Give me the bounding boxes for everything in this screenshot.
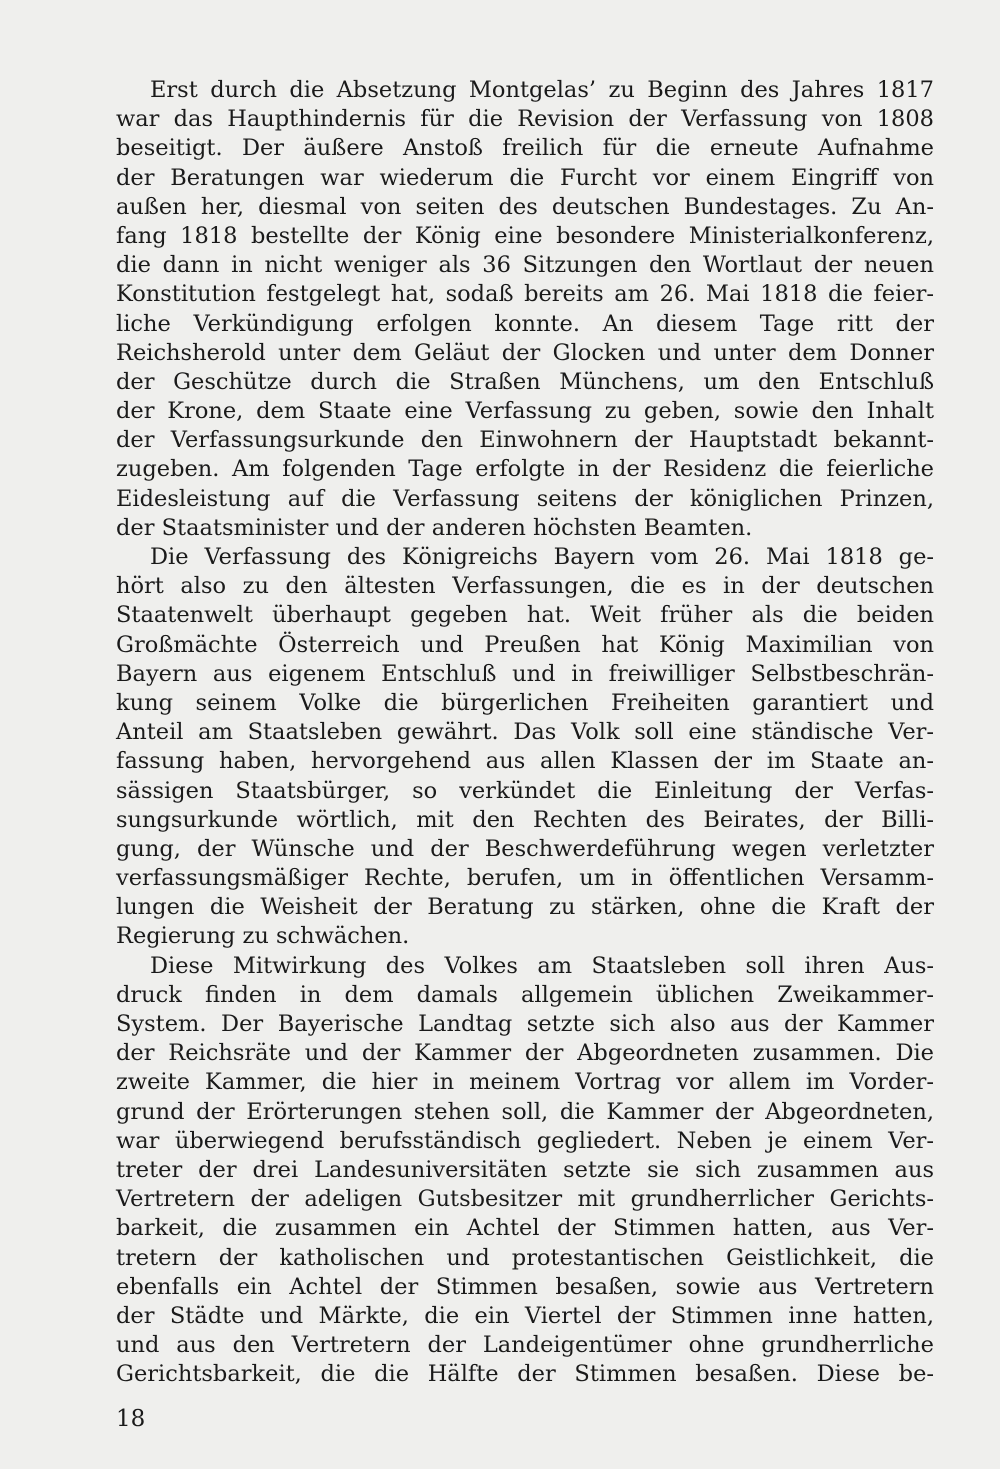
text-line: treter der drei Landesuniversitäten setzte sie sich zusammen aus — [116, 1156, 934, 1183]
text-line: zweite Kammer, die hier in meinem Vortrag vor allem im Vorder- — [116, 1069, 934, 1096]
text-line: fassung haben, hervorgehend aus allen Klassen der im Staate an- — [116, 748, 934, 775]
text-line: der Beratungen war wiederum die Furcht vor einem Eingriff von — [116, 164, 934, 191]
text-line: verfassungsmäßiger Rechte, berufen, um in öffentlichen Versamm- — [116, 865, 934, 892]
text-line: barkeit, die zusammen ein Achtel der Stimmen hatten, aus Ver- — [116, 1215, 934, 1242]
page-number: 18 — [116, 1406, 146, 1432]
text-line: der Staatsminister und der anderen höchsten Beamten. — [116, 514, 753, 541]
text-line: Konstitution festgelegt hat, sodaß bereits am 26. Mai 1818 die feier- — [116, 281, 934, 308]
text-line: der Städte und Märkte, die ein Viertel der Stimmen inne hatten, — [116, 1302, 934, 1329]
text-line: beseitigt. Der äußere Anstoß freilich für die erneute Aufnahme — [116, 135, 934, 162]
text-line: sässigen Staatsbürger, so verkündet die Einleitung der Verfas- — [116, 777, 934, 804]
text-line: tretern der katholischen und protestantischen Geistlichkeit, die — [116, 1244, 934, 1271]
text-line: der Verfassungsurkunde den Einwohnern der Hauptstadt bekannt- — [116, 427, 934, 454]
text-line: Gerichtsbarkeit, die die Hälfte der Stimmen besaßen. Diese be- — [116, 1361, 934, 1388]
text-line: druck finden in dem damals allgemein üblichen Zweikammer- — [116, 981, 934, 1008]
text-line: zugeben. Am folgenden Tage erfolgte in der Residenz die feierliche — [116, 456, 934, 483]
text-line: System. Der Bayerische Landtag setzte sich also aus der Kammer — [116, 1011, 934, 1037]
text-line: Die Verfassung des Königreichs Bayern vom 26. Mai 1818 ge- — [150, 544, 934, 570]
text-line: der Reichsräte und der Kammer der Abgeordneten zusammen. Die — [116, 1040, 934, 1067]
text-line: der Krone, dem Staate eine Verfassung zu geben, sowie den Inhalt — [116, 398, 934, 425]
text-line: sungsurkunde wörtlich, mit den Rechten des Beirates, der Billi- — [116, 806, 934, 833]
text-line: fang 1818 bestellte der König eine besondere Ministerialkonferenz, — [116, 222, 934, 249]
text-line: Erst durch die Absetzung Montgelas’ zu Beginn des Jahres 1817 — [150, 77, 934, 103]
text-line: Staatenwelt überhaupt gegeben hat. Weit früher als die beiden — [116, 602, 934, 629]
text-line: und aus den Vertretern der Landeigentümer ohne grundherrliche — [116, 1332, 934, 1359]
text-line: Eidesleistung auf die Verfassung seitens der königlichen Prinzen, — [116, 485, 934, 512]
text-line: außen her, diesmal von seiten des deutschen Bundestages. Zu An- — [116, 193, 934, 220]
text-line: war überwiegend berufsständisch gegliedert. Neben je einem Ver- — [116, 1127, 934, 1154]
text-line: der Geschütze durch die Straßen Münchens, um den Entschluß — [116, 368, 934, 395]
text-line: Vertretern der adeligen Gutsbesitzer mit grundherrlicher Gerichts- — [116, 1186, 934, 1213]
text-line: gung, der Wünsche und der Beschwerdeführung wegen verletzter — [116, 835, 934, 862]
text-line: lungen die Weisheit der Beratung zu stärken, ohne die Kraft der — [116, 894, 934, 921]
text-line: Regierung zu schwächen. — [116, 923, 410, 950]
text-line: war das Haupthindernis für die Revision der Verfassung von 1808 — [116, 106, 934, 133]
text-line: Großmächte Österreich und Preußen hat König Maximilian von — [116, 631, 934, 658]
text-line: hört also zu den ältesten Verfassungen, die es in der deutschen — [116, 573, 934, 600]
text-line: Anteil am Staatsleben gewährt. Das Volk soll eine ständische Ver- — [116, 719, 934, 746]
text-line: die dann in nicht weniger als 36 Sitzungen den Wortlaut der neuen — [116, 252, 934, 279]
text-line: Diese Mitwirkung des Volkes am Staatsleben soll ihren Aus- — [150, 952, 934, 979]
text-line: ebenfalls ein Achtel der Stimmen besaßen, sowie aus Vertretern — [116, 1273, 934, 1300]
text-line: grund der Erörterungen stehen soll, die Kammer der Abgeordneten, — [116, 1098, 934, 1125]
text-line: kung seinem Volke die bürgerlichen Freiheiten garantiert und — [116, 689, 934, 716]
text-line: liche Verkündigung erfolgen konnte. An diesem Tage ritt der — [116, 310, 934, 337]
text-line: Bayern aus eigenem Entschluß und in freiwilliger Selbstbeschrän- — [116, 660, 934, 687]
body-text — [116, 76, 934, 1389]
text-line: Reichsherold unter dem Geläut der Glocken und unter dem Donner — [116, 339, 934, 366]
